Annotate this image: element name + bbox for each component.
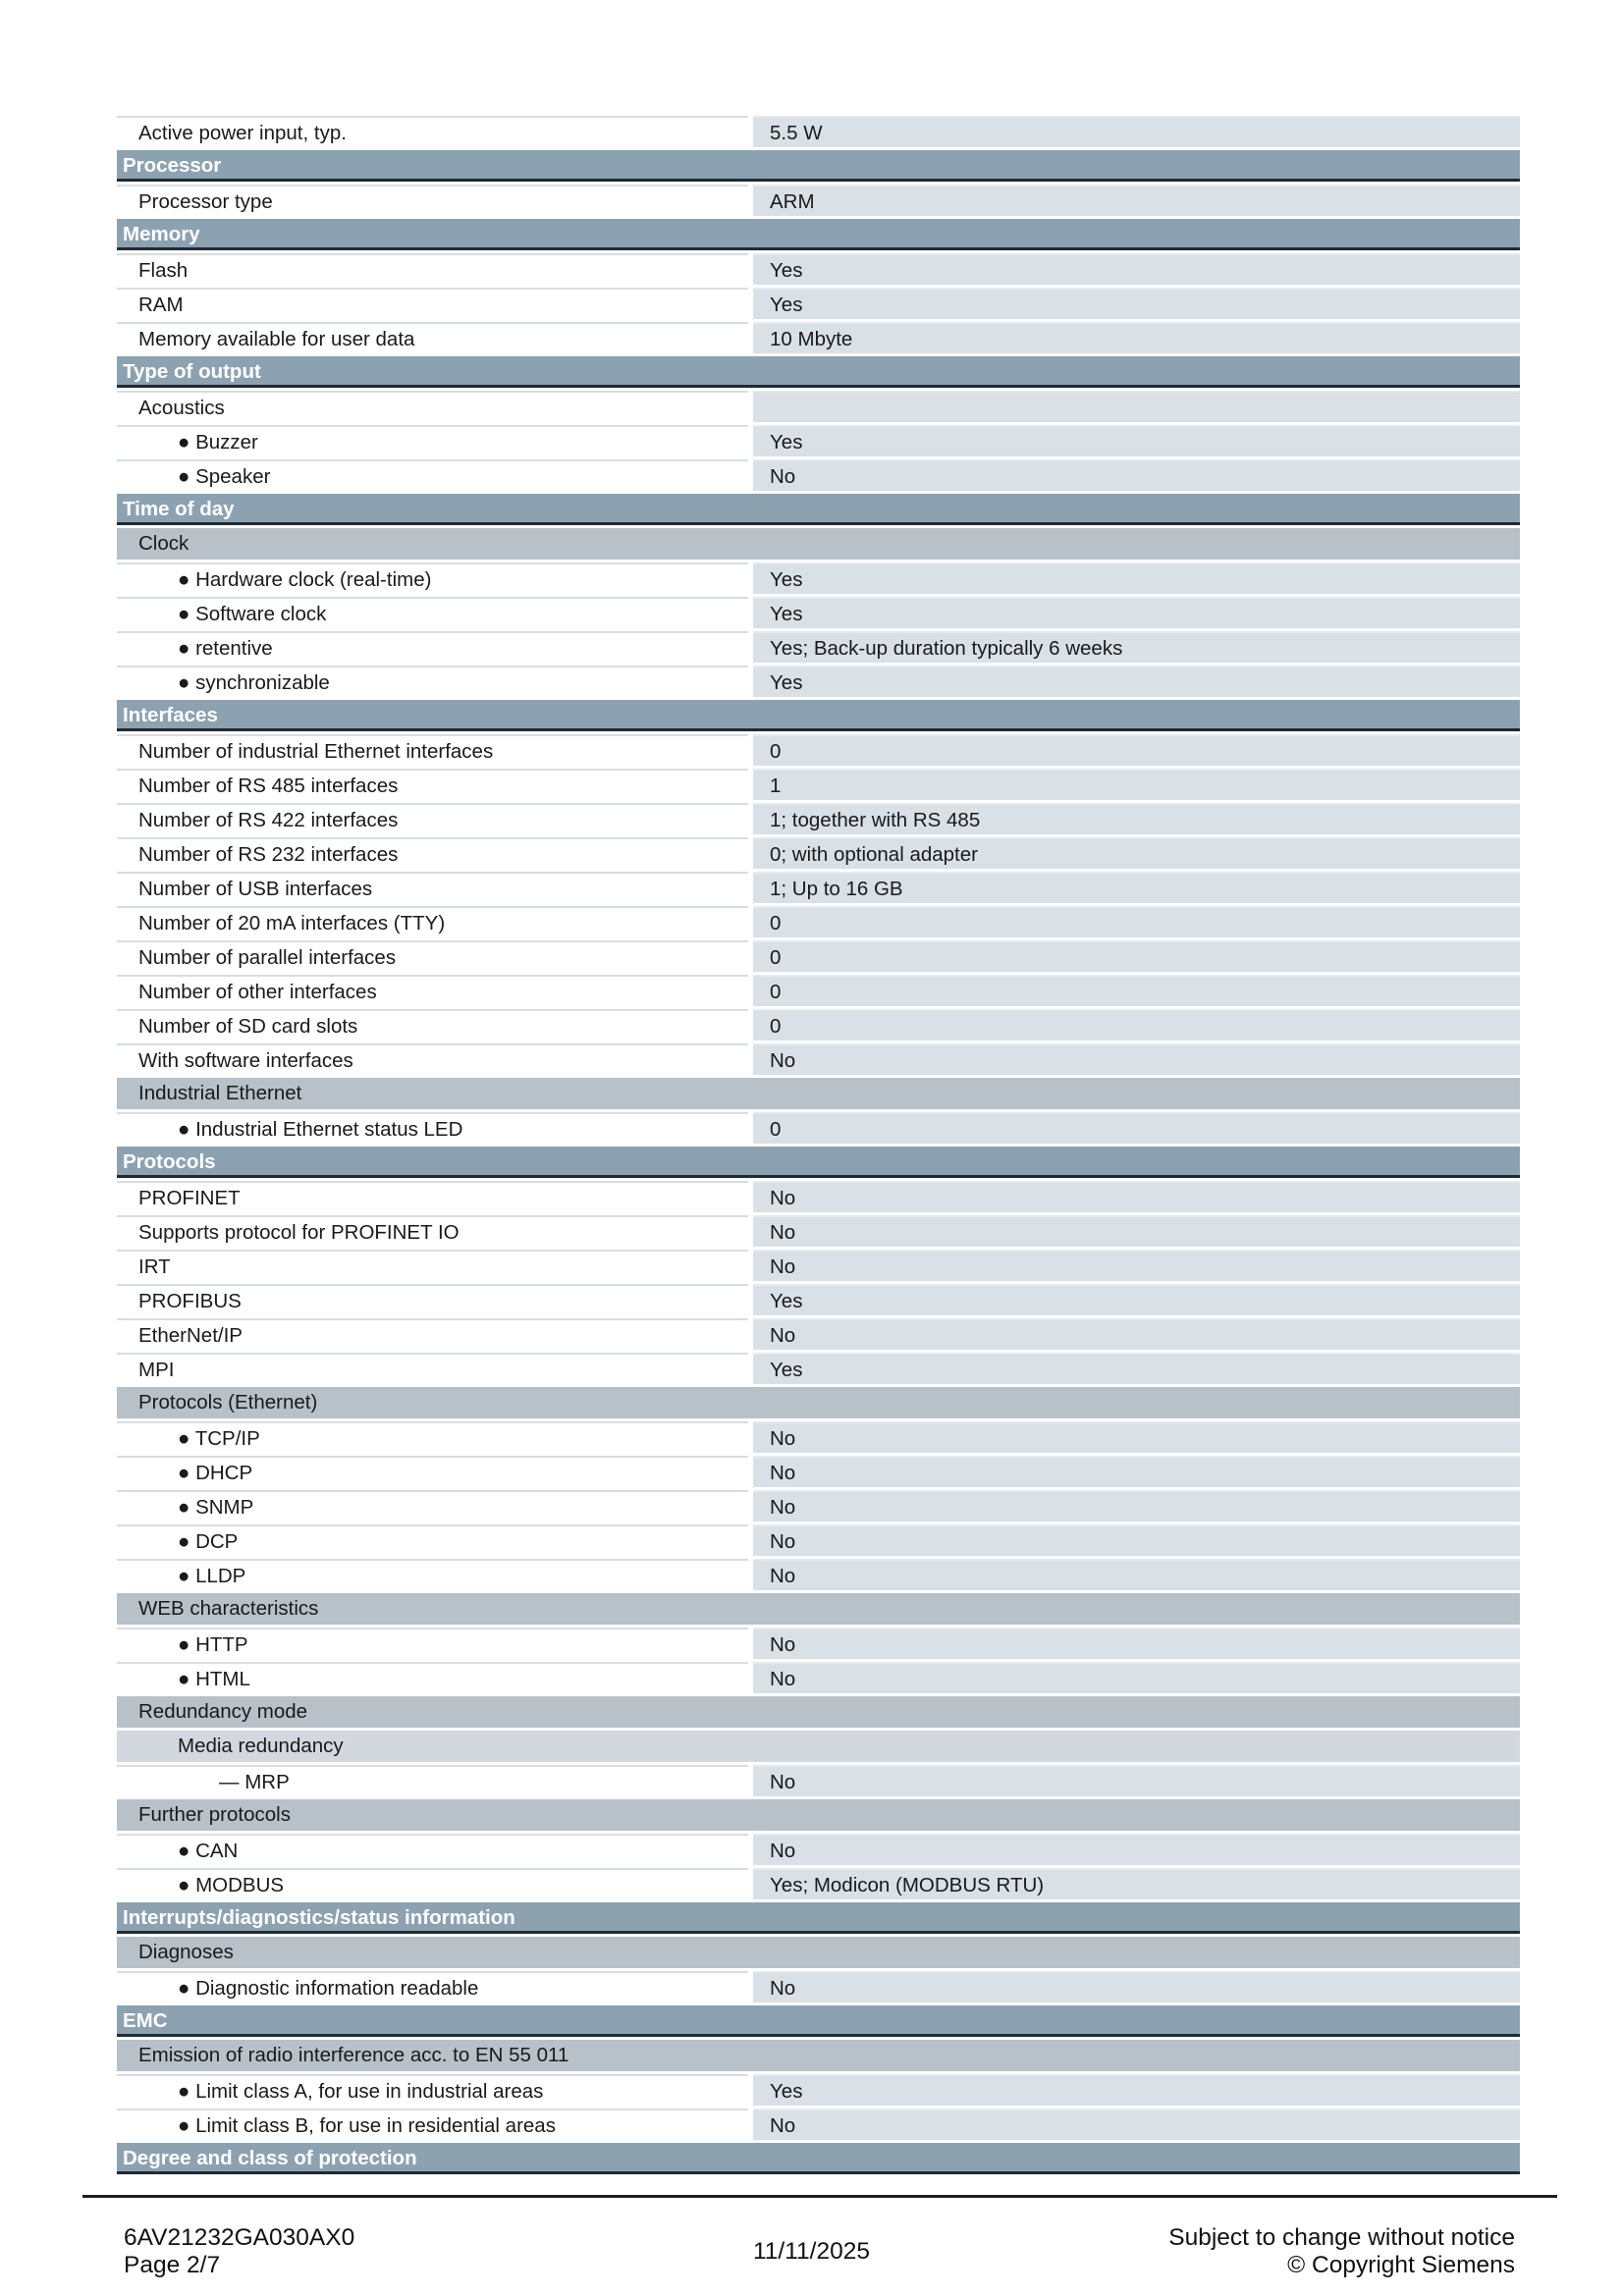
spec-row [117,1456,1520,1487]
spec-value: 0 [753,940,1520,972]
spec-row [117,734,1520,766]
spec-value: No [753,1765,1520,1796]
spec-label: Number of parallel interfaces [117,940,748,972]
footer-date: 11/11/2025 [753,2238,870,2265]
spec-value: Yes [753,1284,1520,1315]
spec-value: Yes [753,425,1520,456]
spec-value: 10 Mbyte [753,322,1520,353]
spec-value: No [753,1318,1520,1350]
spec-row [117,2109,1520,2140]
spec-label: Flash [117,253,748,285]
spec-value: Yes [753,1353,1520,1384]
spec-value: 1; Up to 16 GB [753,872,1520,903]
spec-label: ● synchronizable [117,666,748,697]
spec-value: No [753,1524,1520,1556]
spec-row [117,1284,1520,1315]
spec-value: No [753,2109,1520,2140]
spec-label: ● Diagnostic information readable [117,1971,748,2002]
spec-label: ● DCP [117,1524,748,1556]
spec-row [117,666,1520,697]
spec-value: 1; together with RS 485 [753,803,1520,834]
spec-label: Number of RS 422 interfaces [117,803,748,834]
spec-row [117,1765,1520,1796]
section-header: Degree and class of protection [117,2143,1520,2174]
spec-value: No [753,1043,1520,1075]
spec-label: ● MODBUS [117,1868,748,1899]
spec-label: Memory available for user data [117,322,748,353]
spec-row [117,1043,1520,1075]
spec-value: No [753,459,1520,491]
spec-value: 0 [753,906,1520,937]
subsection-header: Clock [117,528,1520,560]
spec-row [117,1215,1520,1247]
section-header: Interfaces [117,700,1520,731]
spec-row [117,253,1520,285]
section-header: Memory [117,219,1520,250]
spec-row [117,425,1520,456]
spec-row [117,1181,1520,1212]
change-notice: Subject to change without notice [1168,2224,1515,2251]
spec-row [117,872,1520,903]
copyright: © Copyright Siemens [1287,2252,1515,2278]
spec-value: No [753,1215,1520,1247]
spec-row [117,288,1520,319]
spec-value: ARM [753,185,1520,216]
spec-value: No [753,1250,1520,1281]
spec-value: Yes [753,562,1520,594]
subsection-header: Emission of radio interference acc. to EN 55 011 [117,2040,1520,2071]
spec-value: 0; with optional adapter [753,837,1520,869]
spec-row [117,1112,1520,1144]
spec-row [117,1628,1520,1659]
subsection-header: Redundancy mode [117,1696,1520,1728]
spec-label: ● Limit class B, for use in residential areas [117,2109,748,2140]
spec-row [117,1250,1520,1281]
subsection-header: Media redundancy [117,1731,1520,1762]
spec-label: Number of RS 485 interfaces [117,769,748,800]
spec-label: RAM [117,288,748,319]
spec-label: MPI [117,1353,748,1384]
spec-row [117,597,1520,628]
spec-value [753,391,1520,422]
spec-label: ● retentive [117,631,748,663]
spec-row [117,322,1520,353]
spec-value: No [753,1628,1520,1659]
spec-table [117,116,1520,2177]
spec-row [117,1009,1520,1041]
spec-label: — MRP [117,1765,748,1796]
spec-value: 0 [753,1009,1520,1041]
spec-value: No [753,1834,1520,1865]
spec-label: ● LLDP [117,1559,748,1590]
spec-label: Supports protocol for PROFINET IO [117,1215,748,1247]
spec-value: No [753,1181,1520,1212]
spec-value: 1 [753,769,1520,800]
section-header: Processor [117,150,1520,182]
spec-row [117,837,1520,869]
subsection-header: Diagnoses [117,1937,1520,1968]
spec-label: ● HTTP [117,1628,748,1659]
spec-label: ● CAN [117,1834,748,1865]
spec-row [117,769,1520,800]
spec-label: IRT [117,1250,748,1281]
spec-value: 0 [753,975,1520,1006]
spec-label: ● HTML [117,1662,748,1693]
spec-value: 5.5 W [753,116,1520,147]
spec-row [117,1971,1520,2002]
spec-label: Acoustics [117,391,748,422]
spec-value: No [753,1456,1520,1487]
spec-row [117,803,1520,834]
spec-value: Yes [753,253,1520,285]
spec-row [117,459,1520,491]
spec-label: EtherNet/IP [117,1318,748,1350]
spec-value: Yes [753,288,1520,319]
spec-value: Yes [753,597,1520,628]
spec-row [117,1662,1520,1693]
subsection-header: WEB characteristics [117,1593,1520,1625]
spec-label: ● Hardware clock (real-time) [117,562,748,594]
spec-value: No [753,1421,1520,1453]
spec-row [117,1490,1520,1522]
subsection-header: Protocols (Ethernet) [117,1387,1520,1418]
spec-value: 0 [753,1112,1520,1144]
spec-row [117,1559,1520,1590]
spec-row [117,631,1520,663]
section-header: Time of day [117,494,1520,525]
spec-value: No [753,1490,1520,1522]
spec-label: ● Limit class A, for use in industrial areas [117,2074,748,2106]
spec-row [117,940,1520,972]
spec-value: Yes [753,666,1520,697]
spec-label: ● DHCP [117,1456,748,1487]
footer-divider [82,2195,1557,2198]
spec-label: Number of RS 232 interfaces [117,837,748,869]
spec-row [117,1524,1520,1556]
spec-label: Number of 20 mA interfaces (TTY) [117,906,748,937]
spec-label: With software interfaces [117,1043,748,1075]
section-header: EMC [117,2005,1520,2037]
spec-row [117,906,1520,937]
subsection-header: Industrial Ethernet [117,1078,1520,1109]
spec-row [117,391,1520,422]
spec-label: Number of USB interfaces [117,872,748,903]
spec-row [117,1353,1520,1384]
spec-value: Yes; Modicon (MODBUS RTU) [753,1868,1520,1899]
footer-right [1168,2224,1515,2279]
spec-value: Yes; Back-up duration typically 6 weeks [753,631,1520,663]
spec-label: ● SNMP [117,1490,748,1522]
spec-row [117,1318,1520,1350]
spec-row [117,975,1520,1006]
spec-row [117,1868,1520,1899]
spec-value: No [753,1559,1520,1590]
spec-label: Number of SD card slots [117,1009,748,1041]
spec-row [117,562,1520,594]
section-header: Type of output [117,356,1520,388]
spec-label: ● Software clock [117,597,748,628]
spec-label: ● Buzzer [117,425,748,456]
subsection-header: Further protocols [117,1799,1520,1831]
spec-label: Active power input, typ. [117,116,748,147]
spec-label: PROFINET [117,1181,748,1212]
spec-value: 0 [753,734,1520,766]
spec-value: No [753,1971,1520,2002]
spec-row [117,1421,1520,1453]
spec-row [117,1834,1520,1865]
spec-label: Number of industrial Ethernet interfaces [117,734,748,766]
section-header: Interrupts/diagnostics/status information [117,1902,1520,1934]
article-number: 6AV21232GA030AX0 [124,2224,355,2251]
spec-label: ● Industrial Ethernet status LED [117,1112,748,1144]
spec-label: ● TCP/IP [117,1421,748,1453]
spec-row [117,2074,1520,2106]
page-number: Page 2/7 [124,2252,221,2278]
spec-value: Yes [753,2074,1520,2106]
spec-value: No [753,1662,1520,1693]
spec-row [117,185,1520,216]
spec-label: Processor type [117,185,748,216]
spec-label: ● Speaker [117,459,748,491]
spec-label: PROFIBUS [117,1284,748,1315]
section-header: Protocols [117,1147,1520,1178]
spec-label: Number of other interfaces [117,975,748,1006]
spec-row [117,116,1520,147]
